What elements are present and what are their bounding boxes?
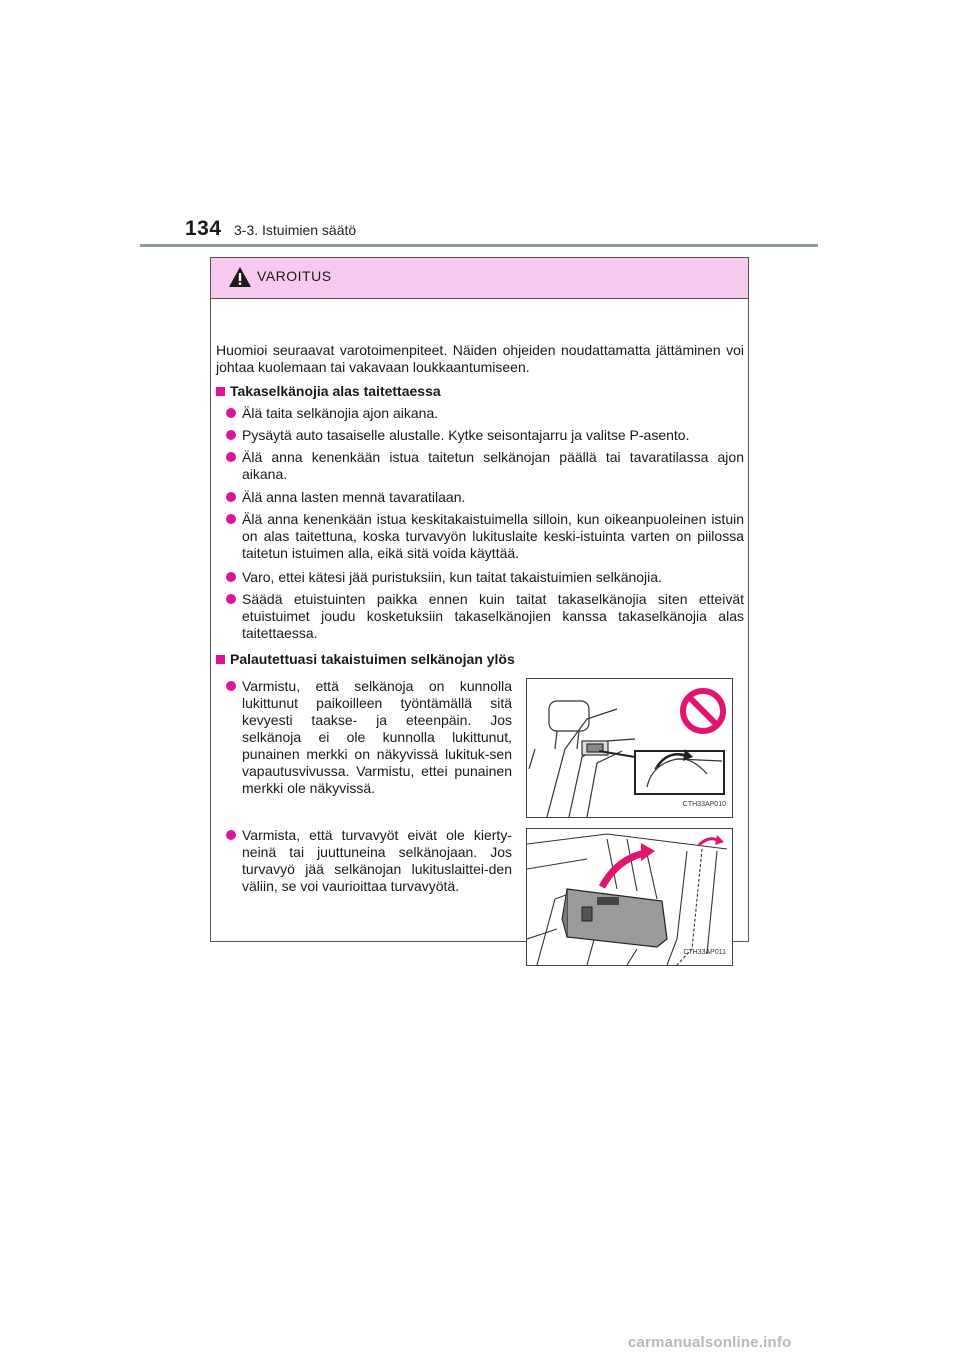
list-item: [226, 511, 744, 562]
bullet-dot-icon: [226, 408, 236, 418]
list-item-text: Älä anna kenenkään istua keskitakaistuimella silloin, kun oikeanpuoleinen istuin on alas taitettuna, koska turvavyön lukituslaite keski-istuinta varten on piilossa taitetun istuimen alla, eikä sitä voida käyttää.: [242, 511, 744, 561]
warning-intro: Huomioi seuraavat varotoimenpiteet. Näiden ohjeiden noudattamatta jättäminen voi johtaa kuolemaan tai vakavaan loukkaantumiseen.: [216, 342, 744, 375]
list-item: [226, 678, 512, 797]
list-item-text: Varmista, että turvavyöt eivät ole kierty-neinä tai juuttuneina selkänojaan. Jos turvavyö jää selkänojan lukituslaittei-den väliin, se voi vaurioittaa turvavyötä.: [242, 827, 512, 894]
bullet-dot-icon: [226, 514, 236, 524]
fold-arrow-icon: [602, 853, 645, 887]
illustration-code: CTH33AP010: [682, 801, 726, 808]
prohibition-icon: [679, 687, 727, 735]
list-item: [226, 489, 744, 506]
illustration-code: CTH33AP011: [683, 949, 726, 956]
section-heading-text: Takaselkänojia alas taitettaessa: [230, 383, 441, 399]
list-item-text: Pysäytä auto tasaiselle alustalle. Kytke seisontajarru ja valitse P-asento.: [242, 427, 690, 443]
header-rule: [140, 244, 818, 247]
section-heading-folding: [216, 383, 441, 400]
watermark: carmanualsonline.info: [628, 1334, 792, 1351]
illustration-seat-fold: [526, 828, 733, 966]
warning-box: [210, 257, 749, 956]
bullet-dot-icon: [226, 830, 236, 840]
list-item-text: Älä anna lasten mennä tavaratilaan.: [242, 489, 466, 505]
list-item: [226, 569, 744, 586]
section-title: 3-3. Istuimien säätö: [234, 222, 357, 238]
bullet-dot-icon: [226, 430, 236, 440]
illustration-seat-lock: [526, 678, 733, 818]
section-heading-return: [216, 651, 515, 668]
page-number: 134: [185, 217, 222, 240]
list-item: [226, 405, 744, 422]
list-item: [226, 449, 744, 483]
warning-title: VAROITUS: [257, 268, 332, 284]
bullet-dot-icon: [226, 452, 236, 462]
list-item: [226, 427, 744, 444]
square-bullet-icon: [216, 655, 225, 664]
bullet-dot-icon: [226, 572, 236, 582]
list-item: [226, 827, 512, 895]
list-item: [226, 591, 744, 642]
section-heading-text: Palautettuasi takaistuimen selkänojan ylös: [230, 651, 515, 667]
list-item-text: Älä anna kenenkään istua taitetun selkänojan päällä tai tavaratilassa ajon aikana.: [242, 449, 744, 482]
square-bullet-icon: [216, 387, 225, 396]
list-item-text: Varo, ettei kätesi jää puristuksiin, kun taitat takaistuimien selkänojia.: [242, 569, 662, 585]
bullet-dot-icon: [226, 681, 236, 691]
warning-header: [211, 258, 748, 299]
list-item-text: Älä taita selkänojia ajon aikana.: [242, 405, 439, 421]
warning-triangle-icon: [228, 266, 252, 288]
bullet-dot-icon: [226, 594, 236, 604]
list-item-text: Säädä etuistuinten paikka ennen kuin taitat takaselkänojia siten etteivät etuistuimet joudu kosketuksiin takaselkänojien kanssa takaselkänojia alas taitettaessa.: [242, 591, 744, 641]
bullet-dot-icon: [226, 492, 236, 502]
list-item-text: Varmistu, että selkänoja on kunnolla lukittunut paikoilleen työntämällä sitä kevyesti taakse- ja eteenpäin. Jos selkänoja ei ole kunnolla lukittunut, punainen merkki on näkyvissä lukituk-sen vapautusvivussa. Varmistu, ettei punainen merkki ole näkyvissä.: [242, 678, 512, 796]
